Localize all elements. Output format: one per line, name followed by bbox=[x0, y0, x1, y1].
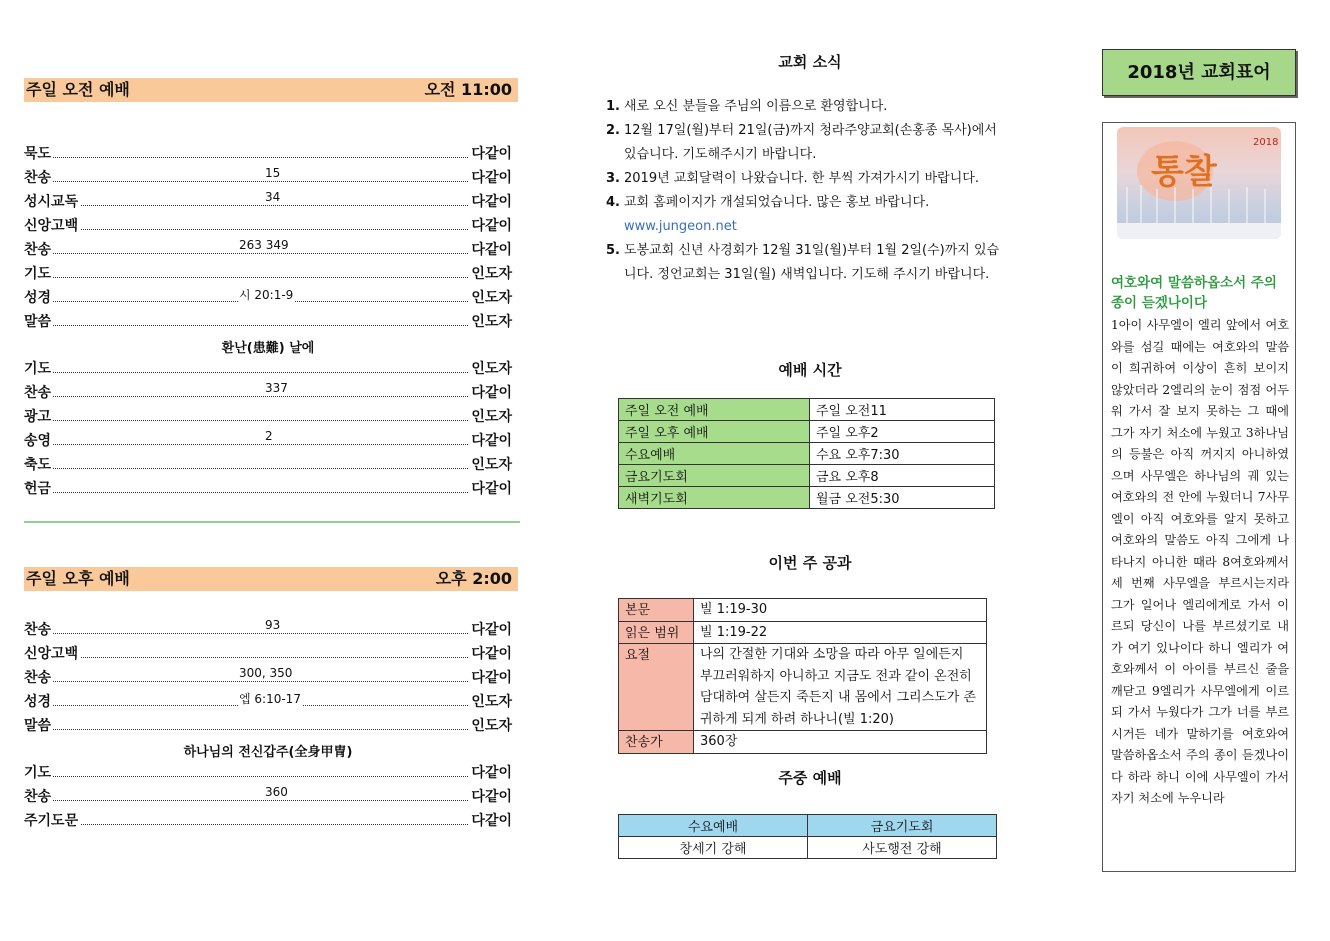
news-item bbox=[606, 119, 1006, 167]
lesson-label: 읽은 범위 bbox=[619, 621, 694, 644]
motto-image-word: 통찰 bbox=[1151, 152, 1217, 192]
order-item-name: 송영 bbox=[24, 430, 53, 450]
leader-dots bbox=[24, 824, 468, 825]
order-item-name: 축도 bbox=[24, 454, 53, 474]
motto-verse-text: 1아이 사무엘이 엘리 앞에서 여호와를 섬길 때에는 여호와의 말씀이 희귀하여 이상이 흔히 보이지 않았더라 2엘리의 눈이 점점 어두워 가서 잘 보지 못하는 그 때에 그가 자기 처소에 누웠고 3하나님의 등불은 아직 꺼지지 아니하였으며 사무엘은 하나님의 궤 있는 여호와의 전 안에 누웠더니 7사무엘이 아직 여호와를 알지 못하고 여호와의 말씀도 아직 그에게 나타나지 아니한 때라 8여호와께서 세 번째 사무엘을 부르시는지라 그가 일어나 엘리에게로 가서 이르되 당신이 나를 부르셨기로 내가 여기 있나이다 하니 엘리가 여호와께서 이 아이를 부르신 줄을 깨닫고 9엘리가 사무엘에게 이르되 가서 누웠다가 그가 너를 부르시거든 네가 말하기를 여호와여 말씀하옵소서 주의 종이 듣겠나이다 하라 하니 이에 사무엘이 가서 자기 처소에 누우니라 bbox=[1111, 318, 1289, 805]
news-item-number: 5. bbox=[606, 243, 620, 258]
order-item-name: 기도 bbox=[24, 762, 53, 782]
worship-times-table bbox=[618, 398, 995, 509]
worship-time-row bbox=[619, 487, 995, 509]
morning-service-header bbox=[24, 78, 518, 102]
afternoon-service-header bbox=[24, 567, 518, 591]
order-row bbox=[24, 762, 512, 786]
worship-time: 월금 오전5:30 bbox=[810, 487, 995, 509]
order-item-leader: 다같이 bbox=[471, 619, 512, 639]
worship-name: 수요예배 bbox=[619, 443, 810, 465]
order-item-name: 찬송 bbox=[24, 167, 53, 187]
leader-dots bbox=[24, 468, 468, 469]
order-row bbox=[24, 382, 512, 406]
worship-time-row bbox=[619, 465, 995, 487]
order-item-reference: 15 bbox=[265, 166, 281, 180]
leader-dots bbox=[24, 372, 468, 373]
order-item-reference: 시 20:1-9 bbox=[239, 288, 294, 302]
order-item-leader: 인도자 bbox=[471, 358, 512, 378]
lesson-value: 빌 1:19-30 bbox=[694, 599, 987, 622]
order-item-leader: 다같이 bbox=[471, 430, 512, 450]
worship-time-row bbox=[619, 399, 995, 421]
midweek-value-wed: 창세기 강해 bbox=[619, 837, 808, 859]
midweek-header-wed: 수요예배 bbox=[619, 815, 808, 837]
lesson-value: 빌 1:19-22 bbox=[694, 621, 987, 644]
lesson-row bbox=[619, 731, 987, 754]
morning-service-title: 주일 오전 예배 bbox=[26, 80, 130, 99]
order-row bbox=[24, 691, 512, 715]
order-item-leader: 인도자 bbox=[471, 263, 512, 283]
order-item-reference: 300, 350 bbox=[239, 666, 293, 680]
worship-name: 주일 오전 예배 bbox=[619, 399, 810, 421]
order-item-name: 찬송 bbox=[24, 239, 53, 259]
order-row bbox=[24, 786, 512, 810]
order-item-reference: 263 349 bbox=[239, 238, 289, 252]
lesson-label: 본문 bbox=[619, 599, 694, 622]
order-item-name: 찬송 bbox=[24, 619, 53, 639]
news-item bbox=[606, 191, 1006, 239]
order-row bbox=[24, 239, 512, 263]
midweek-title: 주중 예배 bbox=[778, 769, 842, 787]
order-item-leader: 다같이 bbox=[471, 239, 512, 259]
news-item-text: 도봉교회 신년 사경회가 12월 31일(월)부터 1월 2일(수)까지 있습니다. 정언교회는 31일(월) 새벽입니다. 기도해 주시기 바랍니다. bbox=[624, 243, 1000, 282]
order-item-name: 신앙고백 bbox=[24, 643, 80, 663]
news-item-text: 새로 오신 분들을 주님의 이름으로 환영합니다. bbox=[624, 99, 888, 114]
order-item-leader: 다같이 bbox=[471, 667, 512, 687]
order-item-reference: 엡 6:10-17 bbox=[239, 692, 301, 706]
order-item-name: 말씀 bbox=[24, 715, 53, 735]
news-item-number: 1. bbox=[606, 99, 620, 114]
order-row bbox=[24, 311, 512, 335]
order-row bbox=[24, 191, 512, 215]
news-item bbox=[606, 239, 1006, 287]
order-item-reference: 2 bbox=[265, 429, 273, 443]
motto-image-year: 2018 bbox=[1253, 137, 1279, 148]
motto-badge: 2018년 교회표어 bbox=[1102, 49, 1296, 96]
worship-name: 새벽기도회 bbox=[619, 487, 810, 509]
news-item-number: 4. bbox=[606, 195, 620, 210]
order-item-name: 찬송 bbox=[24, 786, 53, 806]
order-item-reference: 337 bbox=[265, 381, 288, 395]
order-item-name: 기도 bbox=[24, 358, 53, 378]
lesson-value: 나의 간절한 기대와 소망을 따라 아무 일에든지 부끄러워하지 아니하고 지금도 전과 같이 온전히 담대하여 살든지 죽든지 내 몸에서 그리스도가 존귀하게 되게 하려 하나니(빌 1:20) bbox=[694, 644, 987, 731]
worship-time-row bbox=[619, 421, 995, 443]
news-item-text: 12월 17일(월)부터 21일(금)까지 청라주양교회(손홍종 목사)에서 있습니다. 기도해주시기 바랍니다. bbox=[624, 123, 997, 162]
news-item bbox=[606, 167, 1006, 191]
leader-dots bbox=[24, 633, 468, 634]
order-row bbox=[24, 430, 512, 454]
leader-dots bbox=[24, 729, 468, 730]
news-item bbox=[606, 95, 1006, 119]
order-row bbox=[24, 406, 512, 430]
order-item-leader: 다같이 bbox=[471, 762, 512, 782]
order-item-name: 주기도문 bbox=[24, 810, 80, 830]
leader-dots bbox=[24, 444, 468, 445]
midweek-header-fri: 금요기도회 bbox=[808, 815, 997, 837]
leader-dots bbox=[24, 492, 468, 493]
order-item-name: 성경 bbox=[24, 287, 53, 307]
order-row bbox=[24, 667, 512, 691]
order-item-leader: 다같이 bbox=[471, 810, 512, 830]
lesson-label: 요절 bbox=[619, 644, 694, 731]
news-item-text: 2019년 교회달력이 나왔습니다. 한 부씩 가져가시기 바랍니다. bbox=[624, 171, 979, 186]
lesson-row bbox=[619, 599, 987, 622]
news-item-number: 2. bbox=[606, 123, 620, 138]
section-divider bbox=[24, 521, 520, 523]
leader-dots bbox=[24, 681, 468, 682]
order-item-name: 성시교독 bbox=[24, 191, 80, 211]
order-item-leader: 인도자 bbox=[471, 454, 512, 474]
leader-dots bbox=[24, 277, 468, 278]
worship-times-title: 예배 시간 bbox=[778, 361, 842, 379]
order-row bbox=[24, 454, 512, 478]
order-item-name: 광고 bbox=[24, 406, 53, 426]
order-item-leader: 인도자 bbox=[471, 311, 512, 331]
order-item-name: 찬송 bbox=[24, 667, 53, 687]
worship-name: 금요기도회 bbox=[619, 465, 810, 487]
leader-dots bbox=[24, 396, 468, 397]
order-item-leader: 인도자 bbox=[471, 287, 512, 307]
order-item-name: 찬송 bbox=[24, 382, 53, 402]
worship-time-row bbox=[619, 443, 995, 465]
order-row bbox=[24, 358, 512, 382]
order-item-leader: 다같이 bbox=[471, 786, 512, 806]
order-row bbox=[24, 619, 512, 643]
order-item-name: 기도 bbox=[24, 263, 53, 283]
order-item-leader: 다같이 bbox=[471, 215, 512, 235]
leader-dots bbox=[24, 157, 468, 158]
order-item-name: 헌금 bbox=[24, 478, 53, 498]
worship-time: 금요 오후8 bbox=[810, 465, 995, 487]
order-item-leader: 다같이 bbox=[471, 643, 512, 663]
leader-dots bbox=[24, 325, 468, 326]
leader-dots bbox=[24, 181, 468, 182]
order-item-name: 성경 bbox=[24, 691, 53, 711]
lesson-label: 찬송가 bbox=[619, 731, 694, 754]
afternoon-service-title: 주일 오후 예배 bbox=[26, 569, 130, 588]
order-row bbox=[24, 715, 512, 739]
afternoon-service-time: 오후 2:00 bbox=[435, 569, 512, 588]
motto-image-art bbox=[1117, 127, 1281, 239]
leader-dots bbox=[24, 229, 468, 230]
order-row bbox=[24, 143, 512, 167]
order-item-name: 묵도 bbox=[24, 143, 53, 163]
leader-dots bbox=[24, 657, 468, 658]
order-item-name: 신앙고백 bbox=[24, 215, 80, 235]
order-row bbox=[24, 478, 512, 502]
order-item-reference: 34 bbox=[265, 190, 281, 204]
order-item-leader: 인도자 bbox=[471, 715, 512, 735]
lesson-row bbox=[619, 621, 987, 644]
worship-name: 주일 오후 예배 bbox=[619, 421, 810, 443]
lesson-title: 이번 주 공과 bbox=[768, 554, 852, 572]
motto-verse-title: 여호와여 말씀하옵소서 주의 종이 듣겠나이다 bbox=[1111, 275, 1277, 311]
afternoon-sermon-title: 하나님의 전신갑주(全身甲冑) bbox=[183, 745, 353, 760]
order-row bbox=[24, 643, 512, 667]
order-item-leader: 다같이 bbox=[471, 143, 512, 163]
news-list bbox=[606, 95, 1006, 287]
order-row bbox=[24, 810, 512, 834]
leader-dots bbox=[24, 800, 468, 801]
worship-time: 수요 오후7:30 bbox=[810, 443, 995, 465]
morning-service-time: 오전 11:00 bbox=[424, 80, 512, 99]
order-item-leader: 다같이 bbox=[471, 167, 512, 187]
midweek-value-fri: 사도행전 강해 bbox=[808, 837, 997, 859]
midweek-table bbox=[618, 814, 997, 859]
news-item-text: 교회 홈페이지가 개설되었습니다. 많은 홍보 바랍니다. bbox=[624, 195, 930, 210]
motto-box bbox=[1102, 122, 1296, 872]
order-row bbox=[24, 263, 512, 287]
worship-time: 주일 오후2 bbox=[810, 421, 995, 443]
lesson-value: 360장 bbox=[694, 731, 987, 754]
leader-dots bbox=[24, 420, 468, 421]
leader-dots bbox=[24, 776, 468, 777]
order-row bbox=[24, 167, 512, 191]
order-item-name: 말씀 bbox=[24, 311, 53, 331]
news-item-number: 3. bbox=[606, 171, 620, 186]
order-row bbox=[24, 287, 512, 311]
order-item-leader: 인도자 bbox=[471, 406, 512, 426]
homepage-link[interactable]: www.jungeon.net bbox=[624, 219, 737, 234]
leader-dots bbox=[24, 205, 468, 206]
motto-image bbox=[1117, 127, 1281, 239]
order-item-leader: 다같이 bbox=[471, 382, 512, 402]
order-item-reference: 93 bbox=[265, 618, 281, 632]
order-row bbox=[24, 215, 512, 239]
order-item-leader: 다같이 bbox=[471, 478, 512, 498]
lesson-row bbox=[619, 644, 987, 731]
news-title: 교회 소식 bbox=[778, 53, 842, 71]
order-item-reference: 360 bbox=[265, 785, 288, 799]
leader-dots bbox=[24, 253, 468, 254]
morning-sermon-title: 환난(患難) 날에 bbox=[221, 341, 315, 356]
order-item-leader: 다같이 bbox=[471, 191, 512, 211]
lesson-table bbox=[618, 598, 987, 754]
worship-time: 주일 오전11 bbox=[810, 399, 995, 421]
order-item-leader: 인도자 bbox=[471, 691, 512, 711]
